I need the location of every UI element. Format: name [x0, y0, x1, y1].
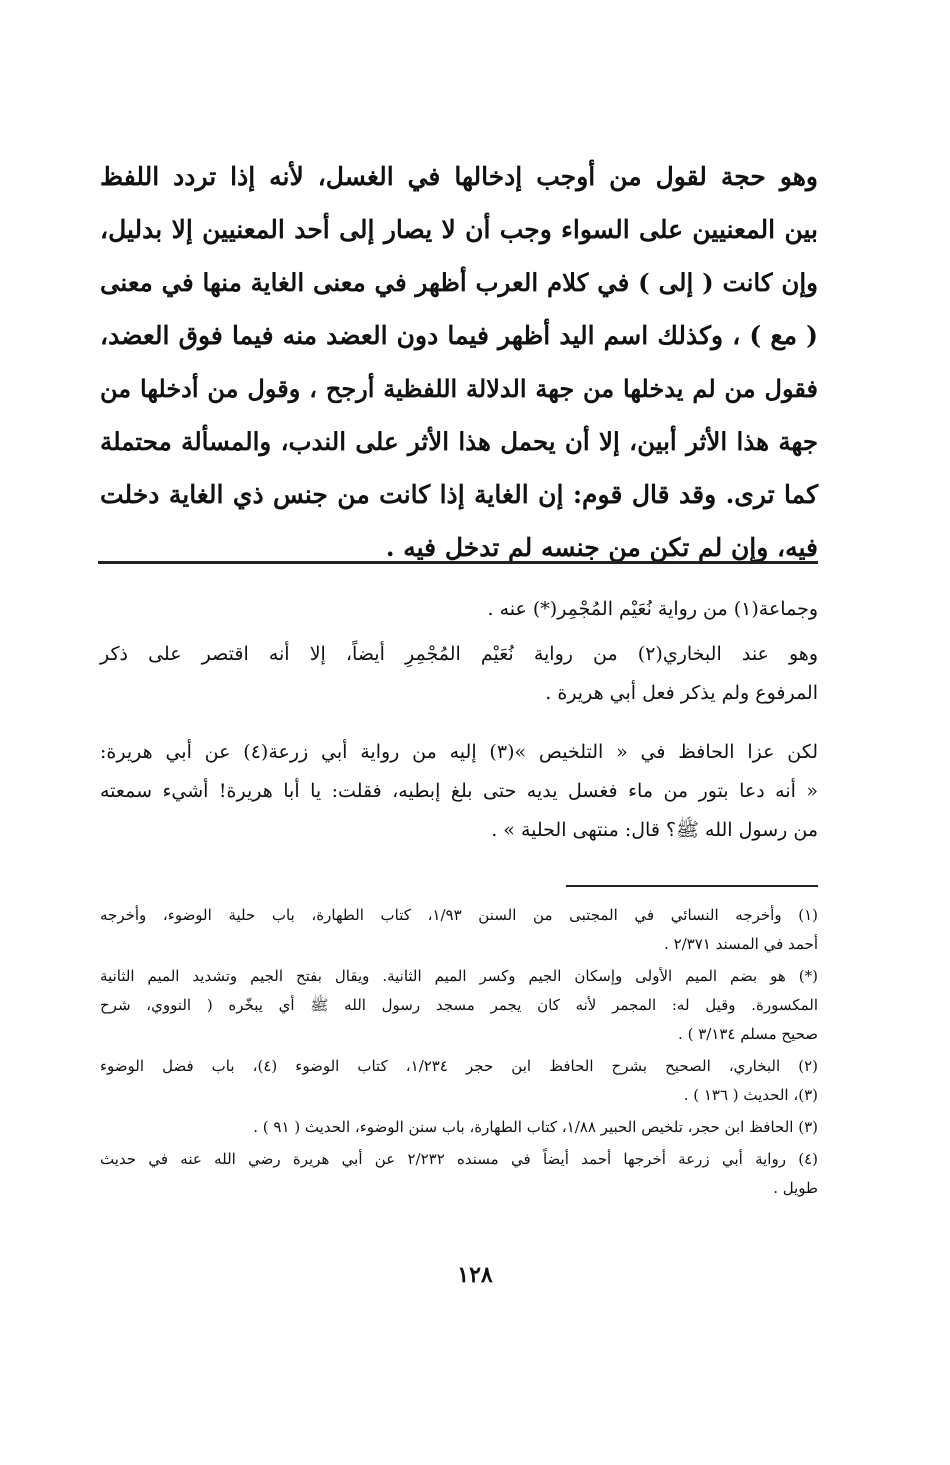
main-text-line: فيه، وإن لم تكن من جنسه لم تدخل فيه .: [385, 533, 818, 562]
commentary-line: « أنه دعا بتور من ماء فغسل يديه حتى بلغ إبطيه، فقلت: يا أبا هريرة! أشيء سمعته: [100, 780, 818, 802]
footnote-line: (١) وأخرجه النسائي في المجتبى من السنن ١/٩٣، كتاب الطهارة، باب حلية الوضوء، وأخرجه: [100, 906, 819, 924]
footnote: [100, 901, 818, 959]
commentary-line: المرفوع ولم يذكر فعل أبي هريرة .: [545, 682, 818, 704]
main-text: [100, 150, 818, 574]
commentary-section: [100, 590, 818, 870]
commentary-line: وجماعة(١) من رواية نُعَيْم المُجْمِر(*) عنه .: [487, 598, 818, 620]
main-text-line: وهو حجة لقول من أوجب إدخالها في الغسل، لأنه إذا تردد اللفظ: [100, 162, 818, 191]
commentary-line: لكن عزا الحافظ في « التلخيص »(٣) إليه من رواية أبي زرعة(٤) عن أبي هريرة:: [100, 741, 818, 763]
commentary-paragraph: [100, 733, 818, 850]
footnote-line: المكسورة. وقيل له: المجمر لأنه كان يجمر مسجد رسول الله ﷺ أي يبخّره ( النووي، شرح: [100, 996, 818, 1014]
footnote-line: (٣) الحافظ ابن حجر، تلخيص الحبير ١/٨٨، كتاب الطهارة، باب سنن الوضوء، الحديث ( ٩١ ) .: [253, 1118, 818, 1136]
footnote: [100, 1052, 818, 1110]
footnote-line: أحمد في المسند ٢/٣٧١ .: [664, 935, 818, 953]
commentary-paragraph: [100, 635, 818, 713]
footnote: [100, 962, 818, 1049]
footnote-separator-rule: [566, 885, 818, 887]
footnote-line: صحيح مسلم ٣/١٣٤ ) .: [678, 1025, 818, 1043]
commentary-line: وهو عند البخاري(٢) من رواية نُعَيْم المُجْمِرِ أيضاً، إلا أنه اقتصر على ذكر: [100, 643, 819, 665]
footnote: [100, 1145, 818, 1203]
main-text-line: ( مع ) ، وكذلك اسم اليد أظهر فيما دون العضد منه فيما فوق العضد،: [100, 321, 818, 350]
footnote: [100, 1113, 818, 1142]
page-number: ١٢٨: [457, 1262, 493, 1288]
footnote-line: (٣)، الحديث ( ١٣٦ ) .: [683, 1086, 818, 1104]
commentary-line: من رسول الله ﷺ؟ قال: منتهى الحلية » .: [491, 819, 818, 841]
commentary-paragraph: [100, 590, 818, 629]
main-text-line: جهة هذا الأثر أبين، إلا أن يحمل هذا الأثر على الندب، والمسألة محتملة: [100, 427, 818, 456]
footnote-line: طويل .: [773, 1179, 818, 1197]
footnote-line: (*) هو بضم الميم الأولى وإسكان الجيم وكسر الميم الثانية. ويقال بفتح الجيم وتشديد الميم الثانية: [100, 967, 818, 985]
main-text-line: فقول من لم يدخلها من جهة الدلالة اللفظية أرجح ، وقول من أدخلها من: [100, 374, 818, 403]
main-separator-rule: [98, 561, 818, 564]
footnote-line: (٢) البخاري، الصحيح بشرح الحافظ ابن حجر ١/٢٣٤، كتاب الوضوء (٤)، باب فضل الوضوء: [100, 1057, 818, 1075]
main-text-line: كما ترى. وقد قال قوم: إن الغاية إذا كانت من جنس ذي الغاية دخلت: [100, 480, 818, 509]
main-text-line: وإن كانت ( إلى ) في كلام العرب أظهر في معنى الغاية منها في معنى: [100, 268, 818, 297]
footnotes: [100, 901, 818, 1206]
footnote-line: (٤) رواية أبي زرعة أخرجها أحمد أيضاً في مسنده ٢/٢٣٢ عن أبي هريرة رضي الله عنه في حديث: [100, 1150, 819, 1168]
main-text-line: بين المعنيين على السواء وجب أن لا يصار إلى أحد المعنيين إلا بدليل،: [100, 215, 818, 244]
